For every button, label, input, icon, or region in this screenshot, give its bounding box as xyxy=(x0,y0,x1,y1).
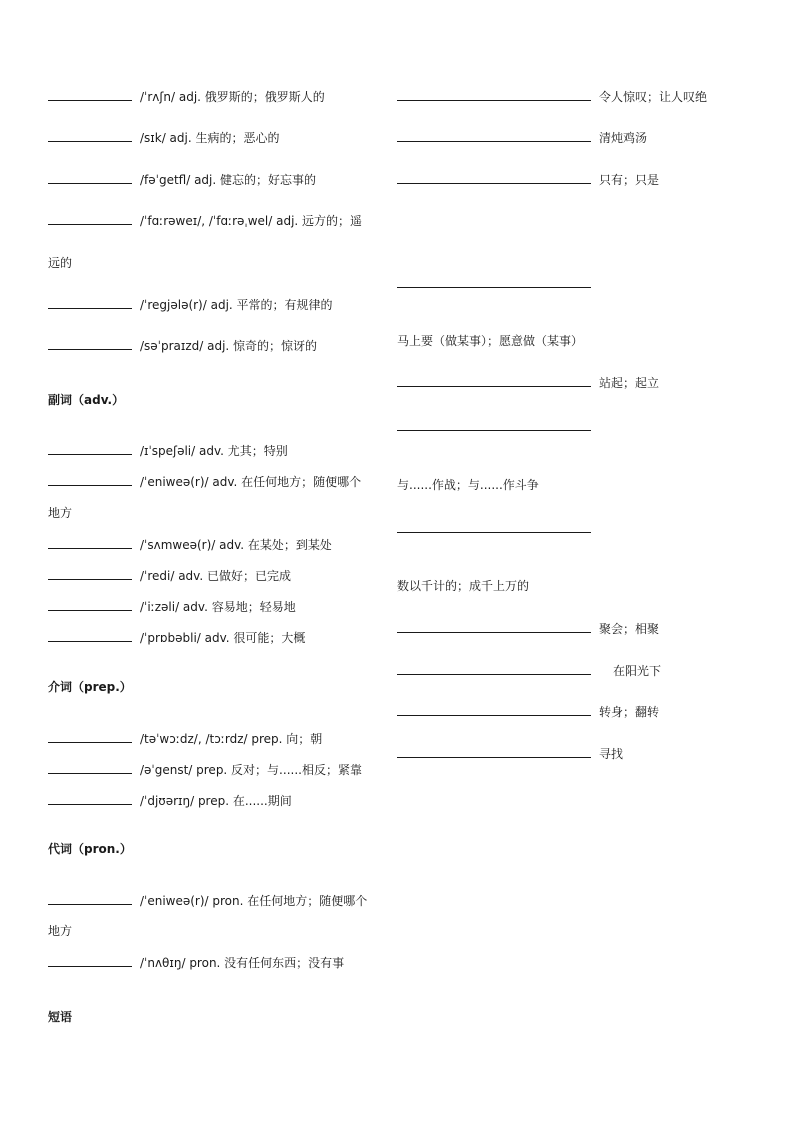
entry-text: /fəˈgetfl/ adj. 健忘的；好忘事的 xyxy=(140,173,317,187)
answer-blank[interactable] xyxy=(397,747,591,758)
entry-text: /ˈfɑːrəweɪ/, /ˈfɑːrəˌwel/ adj. 远方的；遥 xyxy=(140,214,363,228)
section-heading-pronouns: 代词（pron.） xyxy=(48,842,132,856)
vocab-entry xyxy=(48,762,362,778)
section-heading-adverbs: 副词（adv.） xyxy=(48,393,125,407)
answer-blank[interactable] xyxy=(48,956,132,967)
entry-text: /ˈeniweə(r)/ pron. 在任何地方；随便哪个 xyxy=(140,894,368,908)
answer-blank[interactable] xyxy=(48,298,132,309)
entry-text: /ˈredi/ adv. 已做好；已完成 xyxy=(140,569,291,583)
phrase-meaning: 马上要（做某事）；愿意做（某事） xyxy=(397,334,584,348)
vocab-entry xyxy=(48,172,316,188)
entry-text: /ˈiːzəli/ adv. 容易地；轻易地 xyxy=(140,600,296,614)
entry-text: 清炖鸡汤 xyxy=(599,131,648,145)
vocab-entry xyxy=(48,474,361,490)
entry-text: /ɪˈspeʃəli/ adv. 尤其；特别 xyxy=(140,444,288,458)
answer-blank[interactable] xyxy=(48,214,132,225)
entry-text: 令人惊叹；让人叹绝 xyxy=(599,90,708,104)
entry-text: /səˈpraɪzd/ adj. 惊奇的；惊讶的 xyxy=(140,339,318,353)
phrase-entry xyxy=(397,663,661,679)
answer-blank[interactable] xyxy=(48,631,132,642)
phrase-entry xyxy=(397,746,623,762)
entry-text: /ˈrʌʃn/ adj. 俄罗斯的；俄罗斯人的 xyxy=(140,90,325,104)
entry-text: /təˈwɔːdz/, /tɔːrdz/ prep. 向；朝 xyxy=(140,732,323,746)
answer-blank[interactable] xyxy=(397,90,591,101)
vocab-entry xyxy=(48,599,296,615)
phrase-entry xyxy=(397,130,647,146)
answer-blank[interactable] xyxy=(397,705,591,716)
entry-text: /ˈprɒbəbli/ adv. 很可能；大概 xyxy=(140,631,306,645)
entry-text: 寻找 xyxy=(599,747,624,761)
vocab-entry xyxy=(48,630,305,646)
entry-continuation: 地方 xyxy=(48,506,73,520)
answer-blank[interactable] xyxy=(48,173,132,184)
phrase-meaning: 与......作战；与......作斗争 xyxy=(397,478,539,492)
entry-text: /ˈdjʊərɪŋ/ prep. 在......期间 xyxy=(140,794,292,808)
entry-text: /sɪk/ adj. 生病的；恶心的 xyxy=(140,131,280,145)
entry-text: 站起；起立 xyxy=(599,376,660,390)
entry-continuation: 远的 xyxy=(48,256,73,270)
answer-blank[interactable] xyxy=(397,420,591,431)
entry-text: /ˈeniweə(r)/ adv. 在任何地方；随便哪个 xyxy=(140,475,362,489)
answer-blank[interactable] xyxy=(397,622,591,633)
entry-text: /ˈnʌθɪŋ/ pron. 没有任何东西；没有事 xyxy=(140,956,345,970)
vocab-entry xyxy=(48,568,291,584)
answer-blank[interactable] xyxy=(48,794,132,805)
vocab-entry xyxy=(48,297,333,313)
phrase-entry xyxy=(397,89,707,105)
vocab-entry xyxy=(48,338,317,354)
answer-blank[interactable] xyxy=(48,339,132,350)
answer-blank[interactable] xyxy=(397,664,591,675)
answer-blank[interactable] xyxy=(48,600,132,611)
vocab-entry xyxy=(48,793,292,809)
phrase-blank-line xyxy=(397,276,599,292)
answer-blank[interactable] xyxy=(397,376,591,387)
vocab-entry xyxy=(48,89,325,105)
answer-blank[interactable] xyxy=(48,475,132,486)
answer-blank[interactable] xyxy=(48,538,132,549)
phrase-entry xyxy=(397,621,659,637)
vocab-entry xyxy=(48,443,288,459)
answer-blank[interactable] xyxy=(397,173,591,184)
entry-text: /ˈsʌmweə(r)/ adv. 在某处；到某处 xyxy=(140,538,332,552)
answer-blank[interactable] xyxy=(48,569,132,580)
entry-text: 聚会；相聚 xyxy=(599,622,660,636)
answer-blank[interactable] xyxy=(397,522,591,533)
entry-text: /əˈgenst/ prep. 反对；与......相反；紧靠 xyxy=(140,763,362,777)
answer-blank[interactable] xyxy=(397,131,591,142)
answer-blank[interactable] xyxy=(48,894,132,905)
vocab-entry xyxy=(48,955,344,971)
entry-text: /ˈregjələ(r)/ adj. 平常的；有规律的 xyxy=(140,298,333,312)
answer-blank[interactable] xyxy=(48,444,132,455)
vocab-entry xyxy=(48,130,280,146)
vocab-entry xyxy=(48,893,367,909)
answer-blank[interactable] xyxy=(397,277,591,288)
phrase-blank-line xyxy=(397,419,599,435)
section-heading-prepositions: 介词（prep.） xyxy=(48,680,132,694)
phrase-meaning: 数以千计的；成千上万的 xyxy=(397,579,530,593)
vocab-entry xyxy=(48,537,332,553)
section-heading-phrases: 短语 xyxy=(48,1010,73,1024)
phrase-blank-line xyxy=(397,521,599,537)
phrase-entry xyxy=(397,375,659,391)
answer-blank[interactable] xyxy=(48,131,132,142)
entry-text: 在阳光下 xyxy=(613,664,662,678)
answer-blank[interactable] xyxy=(48,763,132,774)
answer-blank[interactable] xyxy=(48,90,132,101)
phrase-entry xyxy=(397,172,659,188)
vocab-entry xyxy=(48,731,322,747)
phrase-entry xyxy=(397,704,659,720)
vocab-entry xyxy=(48,213,362,229)
entry-text: 只有；只是 xyxy=(599,173,660,187)
answer-blank[interactable] xyxy=(48,732,132,743)
entry-text: 转身；翻转 xyxy=(599,705,660,719)
entry-continuation: 地方 xyxy=(48,924,73,938)
